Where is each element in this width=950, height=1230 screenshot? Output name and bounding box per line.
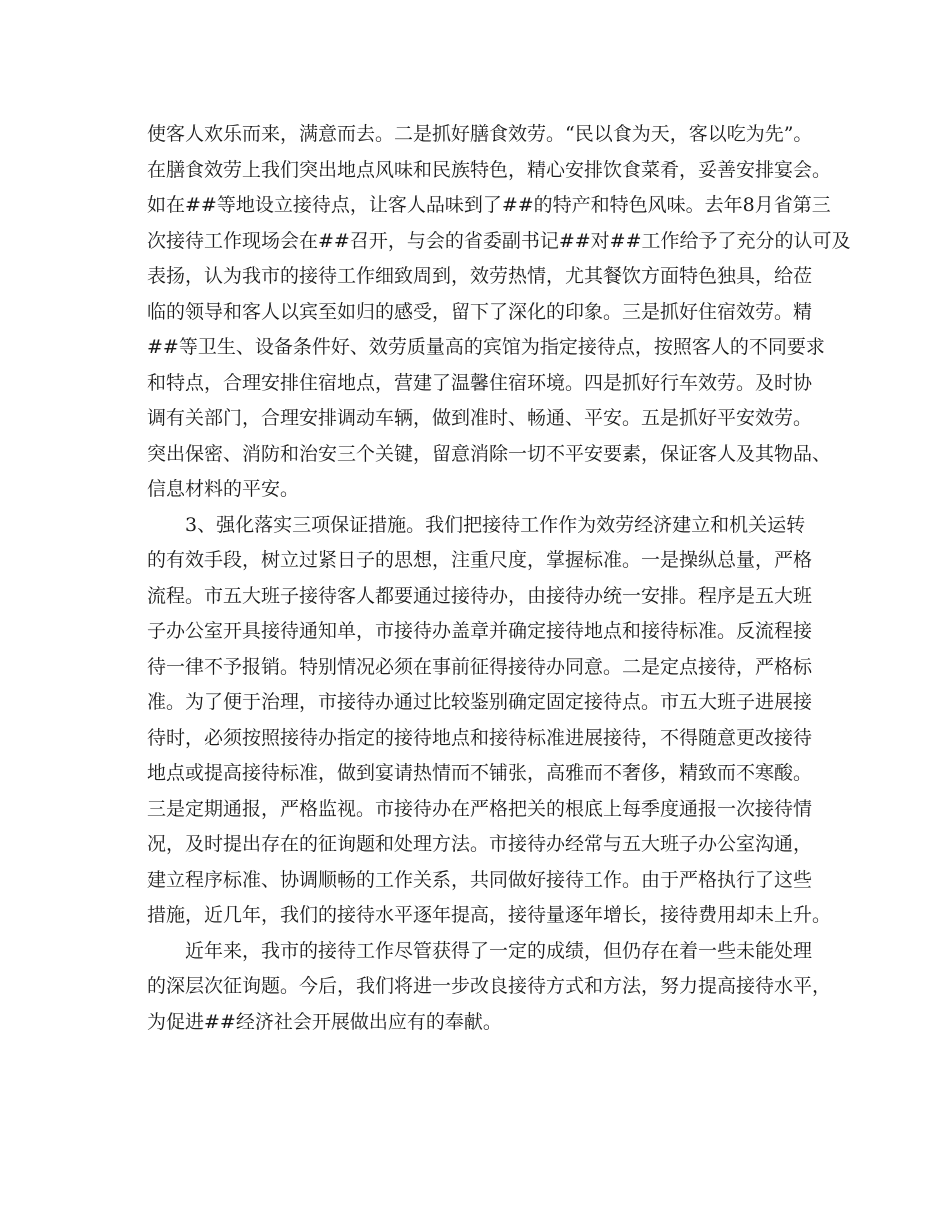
text-line: 待时，必须按照接待办指定的接待地点和接待标准进展接待，不得随意更改接待 <box>147 726 813 749</box>
text-line: 三是定期通报，严格监视。市接待办在严格把关的根底上每季度通报一次接待情 <box>147 797 813 820</box>
text-line: ##等卫生、设备条件好、效劳质量高的宾馆为指定接待点，按照客人的不同要求 <box>147 336 825 358</box>
text-line: 调有关部门，合理安排调动车辆，做到准时、畅通、平安。五是抓好平安效劳。 <box>147 407 813 429</box>
text-line: 临的领导和客人以宾至如归的感受，留下了深化的印象。三是抓好住宿效劳。精 <box>147 300 813 323</box>
text-line: 措施，近几年，我们的接待水平逐年提高，接待量逐年增长，接待费用却未上升。 <box>147 904 832 926</box>
text-line: 的深层次征询题。今后，我们将进一步改良接待方式和方法，努力提高接待水平， <box>147 975 832 997</box>
text-line: 表扬，认为我市的接待工作细致周到，效劳热情，尤其餐饮方面特色独具，给莅 <box>147 265 813 287</box>
text-line: 在膳食效劳上我们突出地点风味和民族特色，精心安排饮食菜肴，妥善安排宴会。 <box>147 158 832 181</box>
text-line: 突出保密、消防和治安三个关键，留意消除一切不平安要素，保证客人及其物品、 <box>147 442 832 465</box>
text-line: 待一律不予报销。特别情况必须在事前征得接待办同意。二是定点接待，严格标 <box>147 655 813 678</box>
text-line: 和特点，合理安排住宿地点，营建了温馨住宿环境。四是抓好行车效劳。及时协 <box>147 371 813 394</box>
text-line: 子办公室开具接待通知单，市接待办盖章并确定接待地点和接待标准。反流程接 <box>147 620 813 642</box>
text-line: 如在##等地设立接待点，让客人品味到了##的特产和特色风味。去年8月省第三 <box>147 194 831 216</box>
text-line: 信息材料的平安。 <box>147 478 300 500</box>
text-line-first: 3、强化落实三项保证措施。我们把接待工作作为效劳经济建立和机关运转 <box>185 513 806 536</box>
paragraph-section-3 <box>147 508 832 934</box>
text-line: 为促进##经济社会开展做出应有的奉献。 <box>147 1010 502 1033</box>
text-line: 使客人欢乐而来，满意而去。二是抓好膳食效劳。“民以食为天，客以吃为先”。 <box>147 123 813 145</box>
text-line: 次接待工作现场会在##召开，与会的省委副书记##对##工作给予了充分的认可及 <box>147 229 851 252</box>
text-line: 地点或提高接待标准，做到宴请热情而不铺张，高雅而不奢侈，精致而不寒酸。 <box>147 762 813 784</box>
text-line-first: 近年来，我市的接待工作尽管获得了一定的成绩，但仍存在着一些未能处理 <box>185 939 813 962</box>
text-line: 的有效手段，树立过紧日子的思想，注重尺度，掌握标准。一是操纵总量，严格 <box>147 549 813 571</box>
document-body <box>147 117 851 1040</box>
text-line: 建立程序标准、协调顺畅的工作关系，共同做好接待工作。由于严格执行了这些 <box>147 868 813 891</box>
paragraph-conclusion <box>147 934 832 1041</box>
paragraph-continuation <box>147 117 851 508</box>
text-line: 流程。市五大班子接待客人都要通过接待办，由接待办统一安排。程序是五大班 <box>147 584 813 607</box>
text-line: 准。为了便于治理，市接待办通过比较鉴别确定固定接待点。市五大班子进展接 <box>147 691 813 713</box>
text-line: 况，及时提出存在的征询题和处理方法。市接待办经常与五大班子办公室沟通， <box>147 833 813 855</box>
